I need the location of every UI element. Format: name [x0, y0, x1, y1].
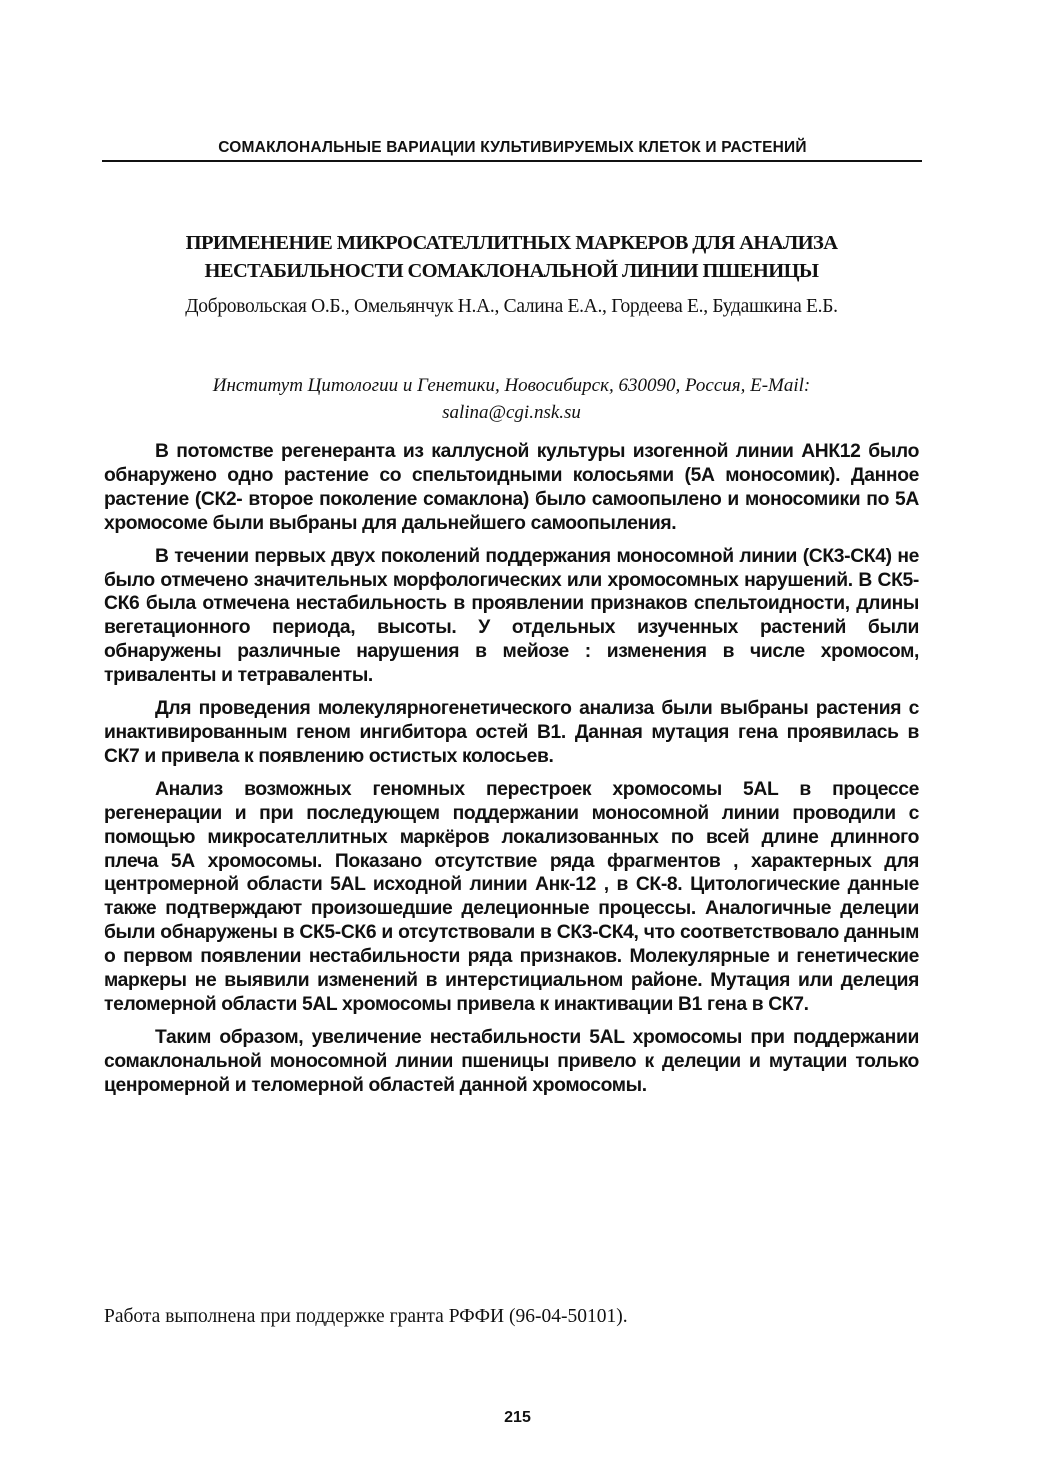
- affiliation: [104, 372, 919, 426]
- affiliation-email: salina@cgi.nsk.su: [442, 402, 581, 423]
- title-line-1: ПРИМЕНЕНИЕ МИКРОСАТЕЛЛИТНЫХ МАРКЕРОВ ДЛЯ АНАЛИЗА: [185, 232, 838, 254]
- running-header: СОМАКЛОНАЛЬНЫЕ ВАРИАЦИИ КУЛЬТИВИРУЕМЫХ КЛЕТОК И РАСТЕНИЙ: [218, 139, 807, 156]
- grant-acknowledgement: Работа выполнена при поддержке гранта РФФИ (96-04-50101).: [104, 1306, 628, 1327]
- title-line-2: НЕСТАБИЛЬНОСТИ СОМАКЛОНАЛЬНОЙ ЛИНИИ ПШЕНИЦЫ: [204, 260, 819, 282]
- body-paragraph: В потомстве регенеранта из каллусной культуры изогенной линии АНК12 было обнаружено одно растение со спельтоидными колосьями (5А моносомик). Данное растение (СК2- второе поколение сомаклона) было самоопылено и моносомики по 5А хромосоме были выбраны для дальнейшего самоопыления.: [104, 441, 919, 534]
- body-paragraph: Анализ возможных геномных перестроек хромосомы 5AL в процессе регенерации и при последующем поддержании моносомной линии проводили с помощью микросателлитных маркёров локализованных по всей длине длинного плеча 5А хромосомы. Показано отсутствие ряда фрагментов , характерных для центромерной области 5AL исходной линии Анк-12 , в СК-8. Цитологические данные также подтверждают произошедшие делеционные процессы. Аналогичные делеции были обнаружены в СК5-СК6 и отсутствовали в СК3-СК4, что соответствовало данным о первом появлении нестабильности ряда признаков. Молекулярные и генетические маркеры не выявили изменений в интерстициальном районе. Мутация или делеция теломерной области 5AL хромосомы привела к инактивации В1 гена в СК7.: [104, 778, 919, 1015]
- abstract-body: [104, 440, 919, 1098]
- affiliation-line-1: Институт Цитологии и Генетики, Новосибирск, 630090, Россия, E-Mail:: [212, 375, 811, 396]
- body-paragraph: В течении первых двух поколений поддержания моносомной линии (СК3-СК4) не было отмечено значительных морфологических или хромосомных нарушений. В СК5-СК6 была отмечена нестабильность в проявлении признаков спельтоидности, длины вегетационного периода, высоты. У отдельных изученных растений были обнаружены различные нарушения в мейозе : изменения в числе хромосом, триваленты и тетраваленты.: [104, 545, 919, 687]
- author-list: Добровольская О.Б., Омельянчук Н.А., Салина Е.А., Гордеева Е., Будашкина Е.Б.: [185, 296, 838, 317]
- body-paragraph: Для проведения молекулярногенетического анализа были выбраны растения с инактивированным геном ингибитора остей В1. Данная мутация гена проявилась в СК7 и привела к появлению остистых колосьев.: [104, 698, 919, 767]
- article-title: [104, 229, 919, 285]
- page-number: 215: [504, 1409, 531, 1426]
- body-paragraph: Таким образом, увеличение нестабильности 5AL хромосомы при поддержании сомаклональной моносомной линии пшеницы привело к делеции и мутации только ценромерной и теломерной областей данной хромосомы.: [104, 1026, 919, 1096]
- header-rule: [102, 160, 922, 162]
